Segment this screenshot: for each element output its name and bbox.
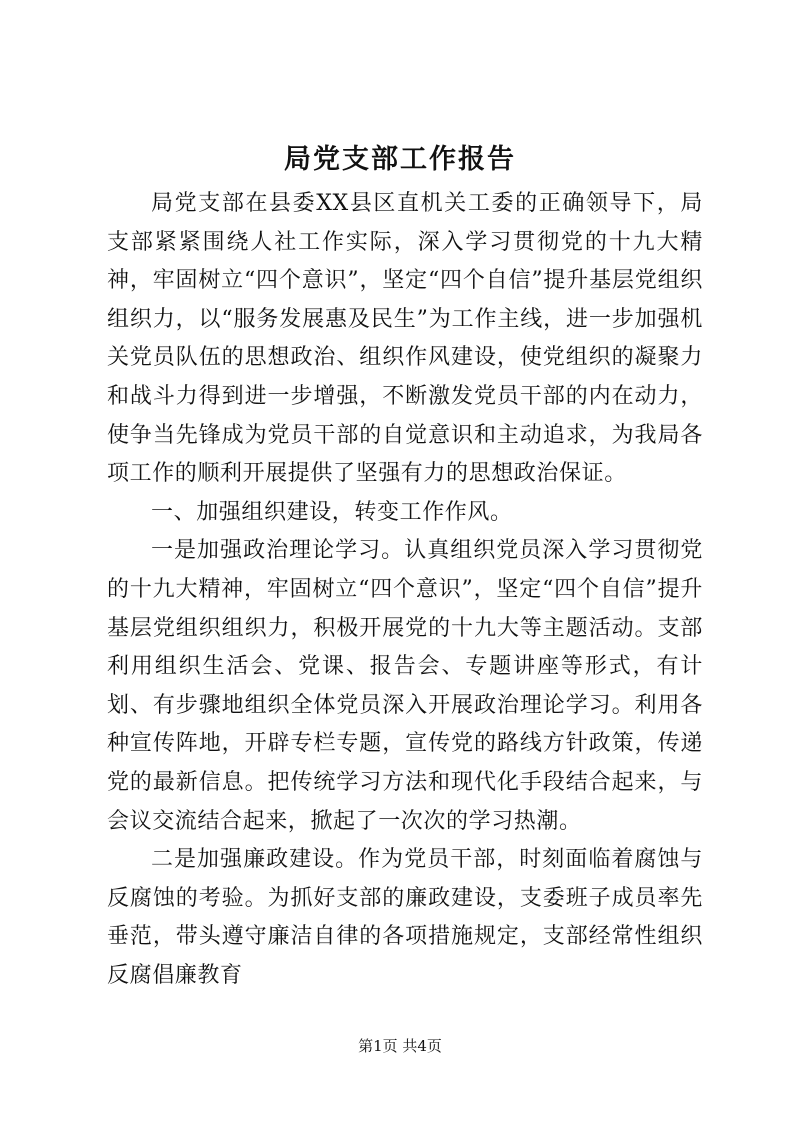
- page-footer: 第1页 共4页: [358, 1037, 442, 1055]
- document-body: [107, 185, 703, 995]
- document-title: 局党支部工作报告: [284, 144, 516, 175]
- paragraph-integrity-building: 二是加强廉政建设。作为党员干部，时刻面临着腐蚀与反腐蚀的考验。为抓好支部的廉政建设，支委班子成员率先垂范，带头遵守廉洁自律的各项措施规定，支部经常性组织反腐倡廉教育: [107, 847, 703, 988]
- paragraph-intro: 局党支部在县委XX县区直机关工委的正确领导下，局支部紧紧围绕人社工作实际，深入学习贯彻党的十九大精神，牢固树立“四个意识”，坚定“四个自信”提升基层党组织组织力，以“服务发展惠及民生”为工作主线，进一步加强机关党员队伍的思想政治、组织作风建设，使党组织的凝聚力和战斗力得到进一步增强，不断激发党员干部的内在动力，使争当先锋成为党员干部的自觉意识和主动追求，为我局各项工作的顺利开展提供了坚强有力的思想政治保证。: [107, 191, 703, 487]
- paragraph-section-heading: 一、加强组织建设，转变工作作风。: [151, 499, 513, 525]
- paragraph-political-study: 一是加强政治理论学习。认真组织党员深入学习贯彻党的十九大精神，牢固树立“四个意识”，坚定“四个自信”提升基层党组织组织力，积极开展党的十九大等主题活动。支部利用组织生活会、党课、报告会、专题讲座等形式，有计划、有步骤地组织全体党员深入开展政治理论学习。利用各种宣传阵地，开辟专栏专题，宣传党的路线方针政策，传递党的最新信息。把传统学习方法和现代化手段结合起来，与会议交流结合起来，掀起了一次次的学习热潮。: [107, 538, 703, 834]
